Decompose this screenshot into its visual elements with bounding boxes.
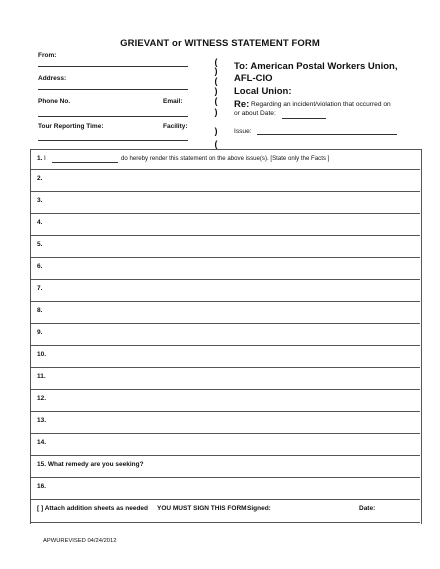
row-number: 1.	[37, 155, 43, 162]
signed-label: Signed:	[247, 505, 271, 512]
paren-7: )	[214, 126, 218, 136]
statement-row[interactable]	[30, 434, 420, 456]
statement-row[interactable]	[30, 280, 420, 302]
paren-2: )	[214, 66, 218, 76]
row-number: 12.	[37, 395, 47, 402]
row-number: 6.	[37, 263, 43, 270]
paren-3: (	[214, 76, 218, 86]
statement-row[interactable]	[30, 258, 420, 280]
issue-label: Issue:	[234, 128, 252, 135]
address-label: Address:	[38, 75, 67, 82]
to-line-1: To: American Postal Workers Union,	[234, 61, 398, 72]
signature-row	[30, 500, 420, 523]
paren-4: )	[214, 86, 218, 96]
statement-row[interactable]	[30, 214, 420, 236]
statement-row[interactable]	[30, 302, 420, 324]
re-text-1: Regarding an incident/violation that occurred on	[251, 101, 391, 108]
paren-1: (	[214, 57, 218, 67]
phone-email-input-line[interactable]	[38, 116, 188, 117]
statement-row[interactable]	[30, 412, 420, 434]
row-number: 11.	[37, 373, 46, 380]
from-input-line[interactable]	[38, 66, 188, 67]
row-number: 16.	[37, 483, 47, 490]
name-input-line[interactable]	[52, 162, 118, 163]
to-line-2: AFL-CIO	[234, 73, 273, 84]
re-label: Re:	[234, 99, 250, 110]
tour-label: Tour Reporting Time:	[38, 123, 104, 130]
statement-row[interactable]	[30, 192, 420, 214]
statement-row[interactable]	[30, 324, 420, 346]
statement-text: do hereby render this statement on the above issue(s). [State only the Facts ]	[121, 155, 330, 162]
row-number: 14.	[37, 439, 47, 446]
re-text-2: or about Date:	[234, 110, 276, 117]
local-union-label: Local Union:	[234, 86, 292, 97]
statement-row[interactable]	[30, 346, 420, 368]
statement-row[interactable]	[30, 390, 420, 412]
must-sign-notice: YOU MUST SIGN THIS FORM	[157, 505, 247, 512]
statement-row-16[interactable]	[30, 478, 420, 500]
statement-prefix: I	[44, 155, 46, 162]
date-input-line[interactable]	[282, 118, 326, 119]
issue-input-line[interactable]	[257, 134, 397, 135]
from-label: From:	[38, 52, 57, 59]
revision-footer: APWUREVISED 04/24/2012	[43, 538, 117, 544]
row-number: 13.	[37, 417, 47, 424]
row-number: 3.	[37, 197, 43, 204]
row-number: 2.	[37, 175, 43, 182]
row-number: 8.	[37, 307, 43, 314]
address-input-line[interactable]	[38, 89, 188, 90]
tour-facility-input-line[interactable]	[38, 140, 188, 141]
row-number: 7.	[37, 285, 43, 292]
form-title: GRIEVANT or WITNESS STATEMENT FORM	[120, 38, 320, 49]
date-signed-label: Date:	[359, 505, 376, 512]
paren-5: (	[214, 96, 218, 106]
paren-6: )	[214, 107, 218, 117]
attach-sheets-checkbox-label[interactable]: [ ] Attach addition sheets as needed	[37, 505, 149, 512]
phone-label: Phone No.	[38, 98, 71, 105]
row-number: 4.	[37, 219, 43, 226]
statement-row[interactable]	[30, 236, 420, 258]
remedy-row[interactable]	[30, 456, 420, 478]
paren-8: (	[214, 139, 218, 149]
statement-row[interactable]	[30, 368, 420, 390]
email-label: Email:	[163, 98, 183, 105]
statement-row[interactable]	[30, 170, 420, 192]
row-number: 10.	[37, 351, 47, 358]
statement-row-1[interactable]	[30, 149, 420, 170]
facility-label: Facility:	[163, 123, 188, 130]
row-number: 5.	[37, 241, 43, 248]
row-number: 9.	[37, 329, 43, 336]
remedy-label: 15. What remedy are you seeking?	[37, 461, 144, 468]
